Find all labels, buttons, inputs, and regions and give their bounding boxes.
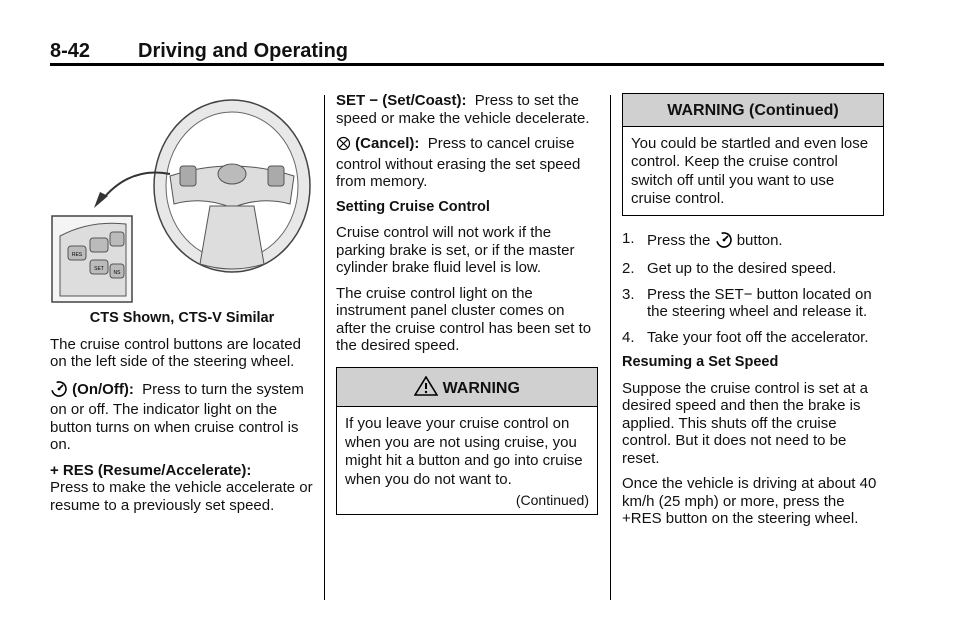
column-divider-2	[610, 95, 611, 600]
heading-setting-cruise: Setting Cruise Control	[336, 198, 490, 215]
steering-wheel-illustration	[50, 96, 314, 306]
step-number: 4.	[622, 328, 635, 346]
step-number: 3.	[622, 285, 635, 303]
page-number: 8-42	[50, 40, 91, 62]
step-text-post: button.	[736, 231, 783, 249]
set-label: SET − (Set/Coast):	[336, 92, 467, 109]
step-item	[622, 230, 884, 253]
warning-continued: (Continued)	[515, 492, 589, 508]
warning-text: If you leave your cruise control on when you are not using cruise, you might hit a button and go into cruise when you do not want to.	[345, 415, 583, 488]
step-text-pre: Press the	[647, 231, 711, 249]
step-number: 1.	[622, 229, 635, 247]
cruise-control-icon	[715, 230, 733, 253]
setting-paragraph-2: The cruise control light on the instrument panel cluster comes on after the cruise control has been set to the desired speed.	[336, 284, 592, 354]
column-divider-1	[324, 95, 325, 600]
step-item	[622, 329, 884, 347]
step-text: Press the SET− button located on the steering wheel and release it.	[647, 285, 872, 320]
setting-paragraph-1: Cruise control will not work if the parking brake is set, or if the master cylinder brake fluid level is low.	[336, 224, 575, 276]
cancel-paragraph	[336, 135, 598, 191]
section-title: Driving and Operating	[138, 40, 349, 62]
res-text: Press to make the vehicle accelerate or resume to a previously set speed.	[50, 479, 313, 514]
warning-body	[337, 407, 597, 514]
header-rule	[50, 63, 884, 66]
warning-triangle-icon	[414, 376, 438, 401]
warning-box	[336, 367, 598, 515]
resuming-paragraph-1: Suppose the cruise control is set at a desired speed and then the brake is applied. This shuts off the cruise control. But it does not need to be reset.	[622, 379, 868, 467]
warning-continued-header: WARNING (Continued)	[623, 94, 883, 127]
warning-continued-box	[622, 93, 884, 216]
onoff-text: Press to turn the system on or off. The indicator light on the button turns on when cruise control is on.	[50, 380, 304, 453]
intro-paragraph: The cruise control buttons are located on the left side of the steering wheel.	[50, 335, 301, 370]
cruise-control-icon	[50, 379, 68, 402]
cancel-icon	[336, 136, 351, 156]
column-3	[622, 93, 884, 536]
page-header	[50, 38, 884, 62]
step-item	[622, 286, 884, 321]
warning-continued-body: You could be startled and even lose control. Keep the cruise control switch off until you want to use cruise control.	[631, 134, 869, 207]
res-label: + RES (Resume/Accelerate):	[50, 461, 252, 479]
cancel-text: Press to cancel cruise control without erasing the set speed from memory.	[336, 135, 581, 190]
onoff-paragraph	[50, 379, 314, 454]
steps-list	[622, 230, 884, 347]
set-paragraph	[336, 92, 598, 127]
res-paragraph	[50, 462, 314, 515]
warning-header	[337, 368, 597, 408]
figure-caption: CTS Shown, CTS-V Similar	[89, 310, 275, 326]
step-text: Take your foot off the accelerator.	[647, 328, 869, 346]
cancel-label: (Cancel):	[355, 135, 420, 152]
step-text: Get up to the desired speed.	[647, 260, 837, 277]
onoff-label: (On/Off):	[72, 380, 134, 398]
set-text: Press to set the speed or make the vehicle decelerate.	[336, 92, 590, 127]
column-1	[50, 96, 314, 522]
step-item	[622, 260, 884, 278]
column-2	[336, 92, 598, 525]
step-number: 2.	[622, 260, 635, 277]
inset-res-label: RES	[71, 252, 83, 258]
warning-title: WARNING	[442, 379, 520, 397]
heading-resuming: Resuming a Set Speed	[622, 354, 779, 370]
resuming-paragraph-2: Once the vehicle is driving at about 40 km/h (25 mph) or more, press the +RES button on the steering wheel.	[622, 475, 877, 527]
inset-set-label: SET	[94, 266, 104, 272]
inset-ns-label: NS	[113, 270, 121, 276]
